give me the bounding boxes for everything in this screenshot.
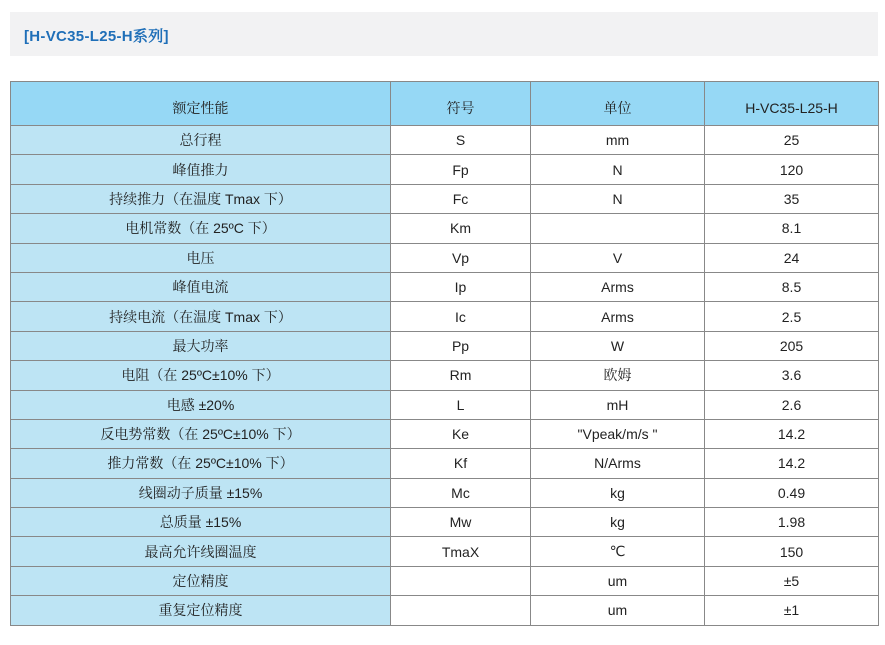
cell-symbol: Fc bbox=[391, 184, 531, 213]
cell-symbol: Km bbox=[391, 214, 531, 243]
cell-unit: V bbox=[531, 243, 705, 272]
cell-value: 8.1 bbox=[705, 214, 879, 243]
cell-parameter: 反电势常数（在 25ºC±10% 下） bbox=[11, 419, 391, 448]
cell-unit: um bbox=[531, 566, 705, 595]
cell-unit: "Vpeak/m/s " bbox=[531, 419, 705, 448]
cell-parameter: 最大功率 bbox=[11, 331, 391, 360]
cell-symbol: Pp bbox=[391, 331, 531, 360]
cell-parameter: 持续推力（在温度 Tmax 下） bbox=[11, 184, 391, 213]
cell-parameter: 定位精度 bbox=[11, 566, 391, 595]
cell-symbol: Rm bbox=[391, 361, 531, 390]
cell-value: 3.6 bbox=[705, 361, 879, 390]
cell-unit: mm bbox=[531, 126, 705, 155]
cell-unit: Arms bbox=[531, 302, 705, 331]
cell-unit: N/Arms bbox=[531, 449, 705, 478]
cell-parameter: 电阻（在 25ºC±10% 下） bbox=[11, 361, 391, 390]
cell-parameter: 总质量 ±15% bbox=[11, 508, 391, 537]
table-row bbox=[11, 419, 879, 448]
table-row bbox=[11, 126, 879, 155]
table-row bbox=[11, 508, 879, 537]
table-row bbox=[11, 390, 879, 419]
cell-unit: kg bbox=[531, 478, 705, 507]
cell-parameter: 最高允许线圈温度 bbox=[11, 537, 391, 566]
cell-value: 120 bbox=[705, 155, 879, 184]
table-row bbox=[11, 302, 879, 331]
cell-unit: W bbox=[531, 331, 705, 360]
header-symbol: 符号 bbox=[391, 82, 531, 126]
cell-symbol: L bbox=[391, 390, 531, 419]
cell-value: 205 bbox=[705, 331, 879, 360]
cell-value: 8.5 bbox=[705, 272, 879, 301]
cell-value: 0.49 bbox=[705, 478, 879, 507]
cell-symbol: Fp bbox=[391, 155, 531, 184]
cell-value: 25 bbox=[705, 126, 879, 155]
title-bar bbox=[10, 12, 878, 56]
cell-value: 1.98 bbox=[705, 508, 879, 537]
table-row bbox=[11, 184, 879, 213]
table-row bbox=[11, 272, 879, 301]
cell-value: 24 bbox=[705, 243, 879, 272]
cell-symbol: Vp bbox=[391, 243, 531, 272]
series-title: [H-VC35-L25-H系列] bbox=[24, 28, 169, 45]
table-row bbox=[11, 331, 879, 360]
cell-symbol bbox=[391, 566, 531, 595]
table-row bbox=[11, 361, 879, 390]
table-header-row bbox=[11, 82, 879, 126]
cell-symbol: Kf bbox=[391, 449, 531, 478]
table-row bbox=[11, 214, 879, 243]
cell-parameter: 电感 ±20% bbox=[11, 390, 391, 419]
cell-parameter: 线圈动子质量 ±15% bbox=[11, 478, 391, 507]
table-row bbox=[11, 478, 879, 507]
cell-symbol: Ic bbox=[391, 302, 531, 331]
header-parameter: 额定性能 bbox=[11, 82, 391, 126]
cell-symbol bbox=[391, 596, 531, 625]
cell-unit: N bbox=[531, 184, 705, 213]
cell-symbol: S bbox=[391, 126, 531, 155]
cell-unit: um bbox=[531, 596, 705, 625]
cell-value: 14.2 bbox=[705, 419, 879, 448]
table-row bbox=[11, 566, 879, 595]
cell-value: 35 bbox=[705, 184, 879, 213]
cell-unit: ℃ bbox=[531, 537, 705, 566]
cell-unit: kg bbox=[531, 508, 705, 537]
header-unit: 单位 bbox=[531, 82, 705, 126]
cell-unit: Arms bbox=[531, 272, 705, 301]
spec-table bbox=[10, 81, 879, 626]
table-row bbox=[11, 155, 879, 184]
cell-unit: N bbox=[531, 155, 705, 184]
cell-parameter: 总行程 bbox=[11, 126, 391, 155]
table-row bbox=[11, 243, 879, 272]
cell-value: 150 bbox=[705, 537, 879, 566]
cell-value: 2.5 bbox=[705, 302, 879, 331]
cell-value: 14.2 bbox=[705, 449, 879, 478]
cell-parameter: 重复定位精度 bbox=[11, 596, 391, 625]
header-model: H-VC35-L25-H bbox=[705, 82, 879, 126]
cell-symbol: Mw bbox=[391, 508, 531, 537]
cell-parameter: 推力常数（在 25ºC±10% 下） bbox=[11, 449, 391, 478]
cell-value: ±5 bbox=[705, 566, 879, 595]
cell-symbol: Ip bbox=[391, 272, 531, 301]
cell-unit: mH bbox=[531, 390, 705, 419]
cell-value: 2.6 bbox=[705, 390, 879, 419]
cell-symbol: Ke bbox=[391, 419, 531, 448]
cell-symbol: TmaX bbox=[391, 537, 531, 566]
cell-parameter: 电压 bbox=[11, 243, 391, 272]
cell-parameter: 峰值推力 bbox=[11, 155, 391, 184]
cell-parameter: 峰值电流 bbox=[11, 272, 391, 301]
table-row bbox=[11, 449, 879, 478]
cell-symbol: Mc bbox=[391, 478, 531, 507]
cell-unit bbox=[531, 214, 705, 243]
table-row bbox=[11, 596, 879, 625]
cell-parameter: 电机常数（在 25ºC 下） bbox=[11, 214, 391, 243]
cell-parameter: 持续电流（在温度 Tmax 下） bbox=[11, 302, 391, 331]
cell-value: ±1 bbox=[705, 596, 879, 625]
table-body bbox=[11, 126, 879, 626]
table-row bbox=[11, 537, 879, 566]
cell-unit: 欧姆 bbox=[531, 361, 705, 390]
